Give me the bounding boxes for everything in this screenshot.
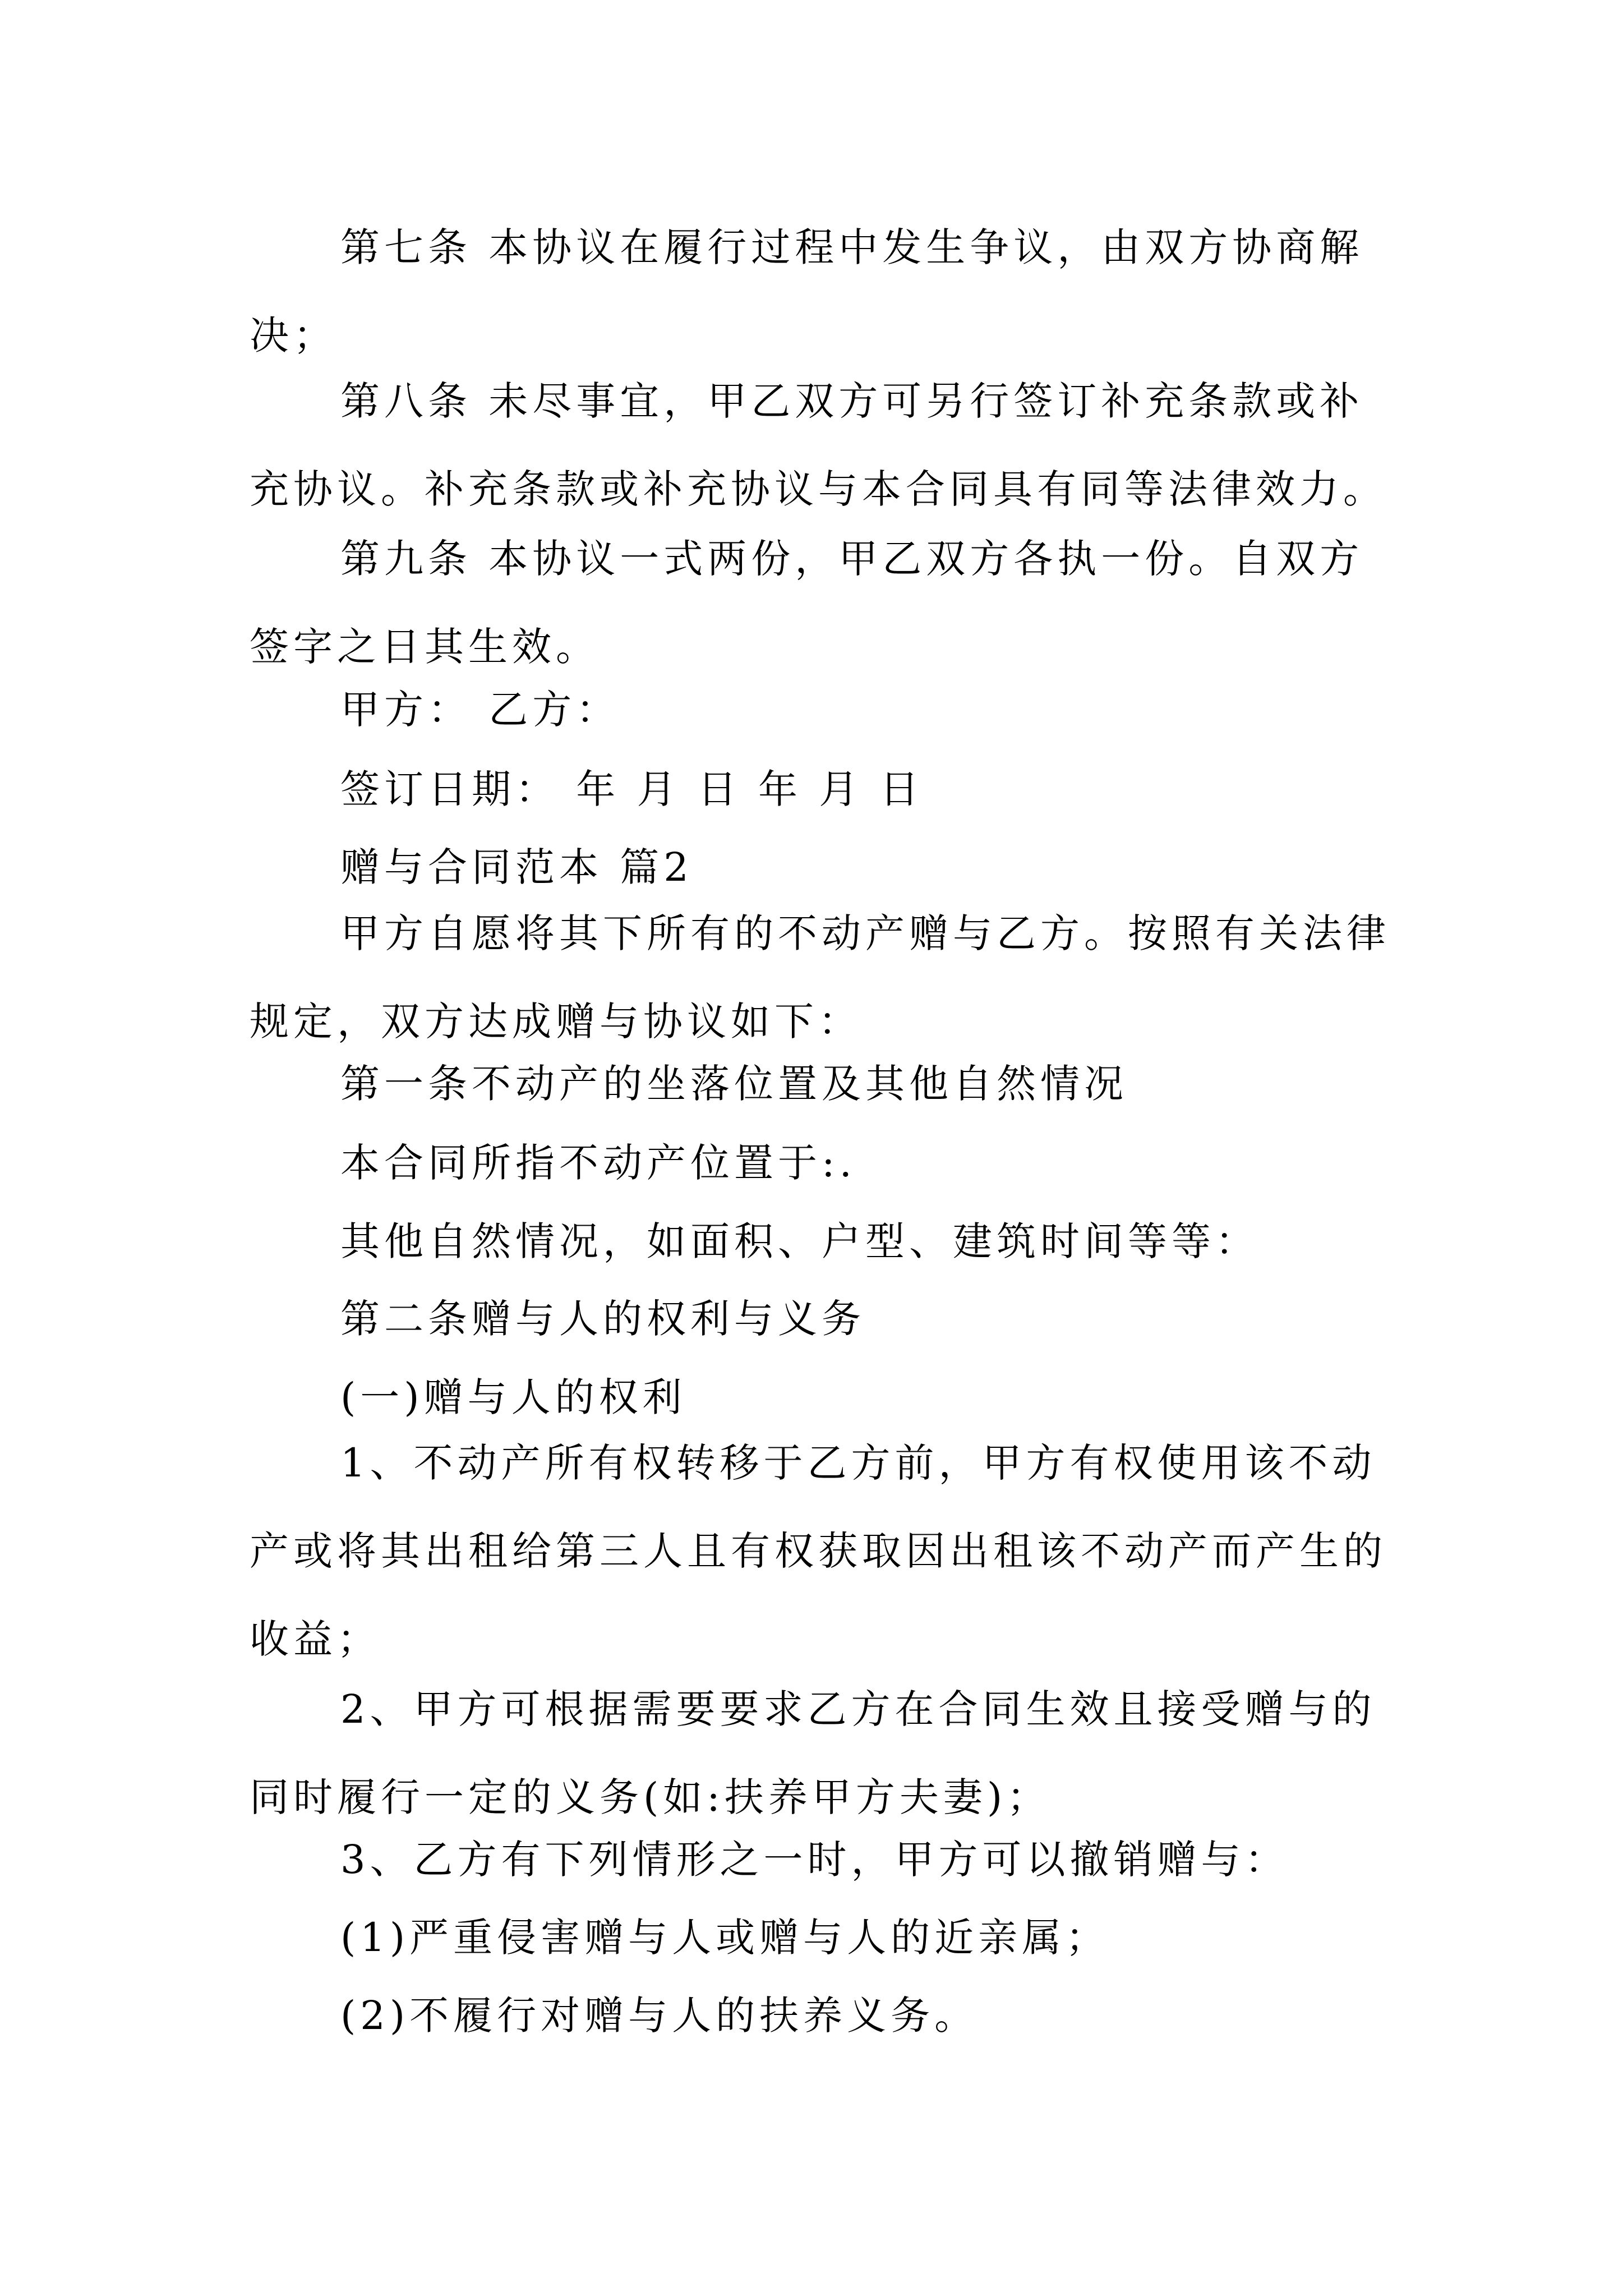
revocation-condition-2: (2)不履行对赠与人的扶养义务。 (340, 1993, 979, 2039)
right-item-2: 2、甲方可根据需要要求乙方在合同生效且接受赠与的同时履行一定的义务(如:扶养甲方夫妻)； (250, 1686, 1376, 1820)
article-9-paragraph: 第九条 本协议一式两份，甲乙双方各执一份。自双方签字之日其生效。 (250, 536, 1364, 670)
property-details-line: 其他自然情况，如面积、户型、建筑时间等等： (340, 1218, 1259, 1264)
signing-date-line: 签订日期： 年 月 日 年 月 日 (340, 766, 924, 812)
right-item-3: 3、乙方有下列情形之一时，甲方可以撤销赠与： (340, 1837, 1289, 1883)
section-heading: 赠与合同范本 篇2 (340, 844, 693, 890)
article-2-heading: 第二条赠与人的权利与义务 (340, 1296, 865, 1342)
article-1-heading: 第一条不动产的坐落位置及其他自然情况 (340, 1061, 1128, 1107)
article-7-paragraph: 第七条 本协议在履行过程中发生争议，由双方协商解决； (250, 224, 1364, 358)
article-8-paragraph: 第八条 未尽事宜，甲乙双方可另行签订补充条款或补充协议。补充条款或补充协议与本合同具有同等法律效力。 (250, 378, 1387, 512)
revocation-condition-1: (1)严重侵害赠与人或赠与人的近亲属； (340, 1915, 1110, 1961)
property-location-line: 本合同所指不动产位置于:. (340, 1140, 856, 1186)
party-signature-line: 甲方： 乙方： (340, 687, 620, 733)
right-item-1: 1、不动产所有权转移于乙方前，甲方有权使用该不动产或将其出租给第三人且有权获取因出租该不动产而产生的收益； (250, 1440, 1387, 1662)
intro-paragraph: 甲方自愿将其下所有的不动产赠与乙方。按照有关法律规定，双方达成赠与协议如下： (250, 910, 1390, 1045)
donor-rights-heading: (一)赠与人的权利 (340, 1374, 686, 1420)
